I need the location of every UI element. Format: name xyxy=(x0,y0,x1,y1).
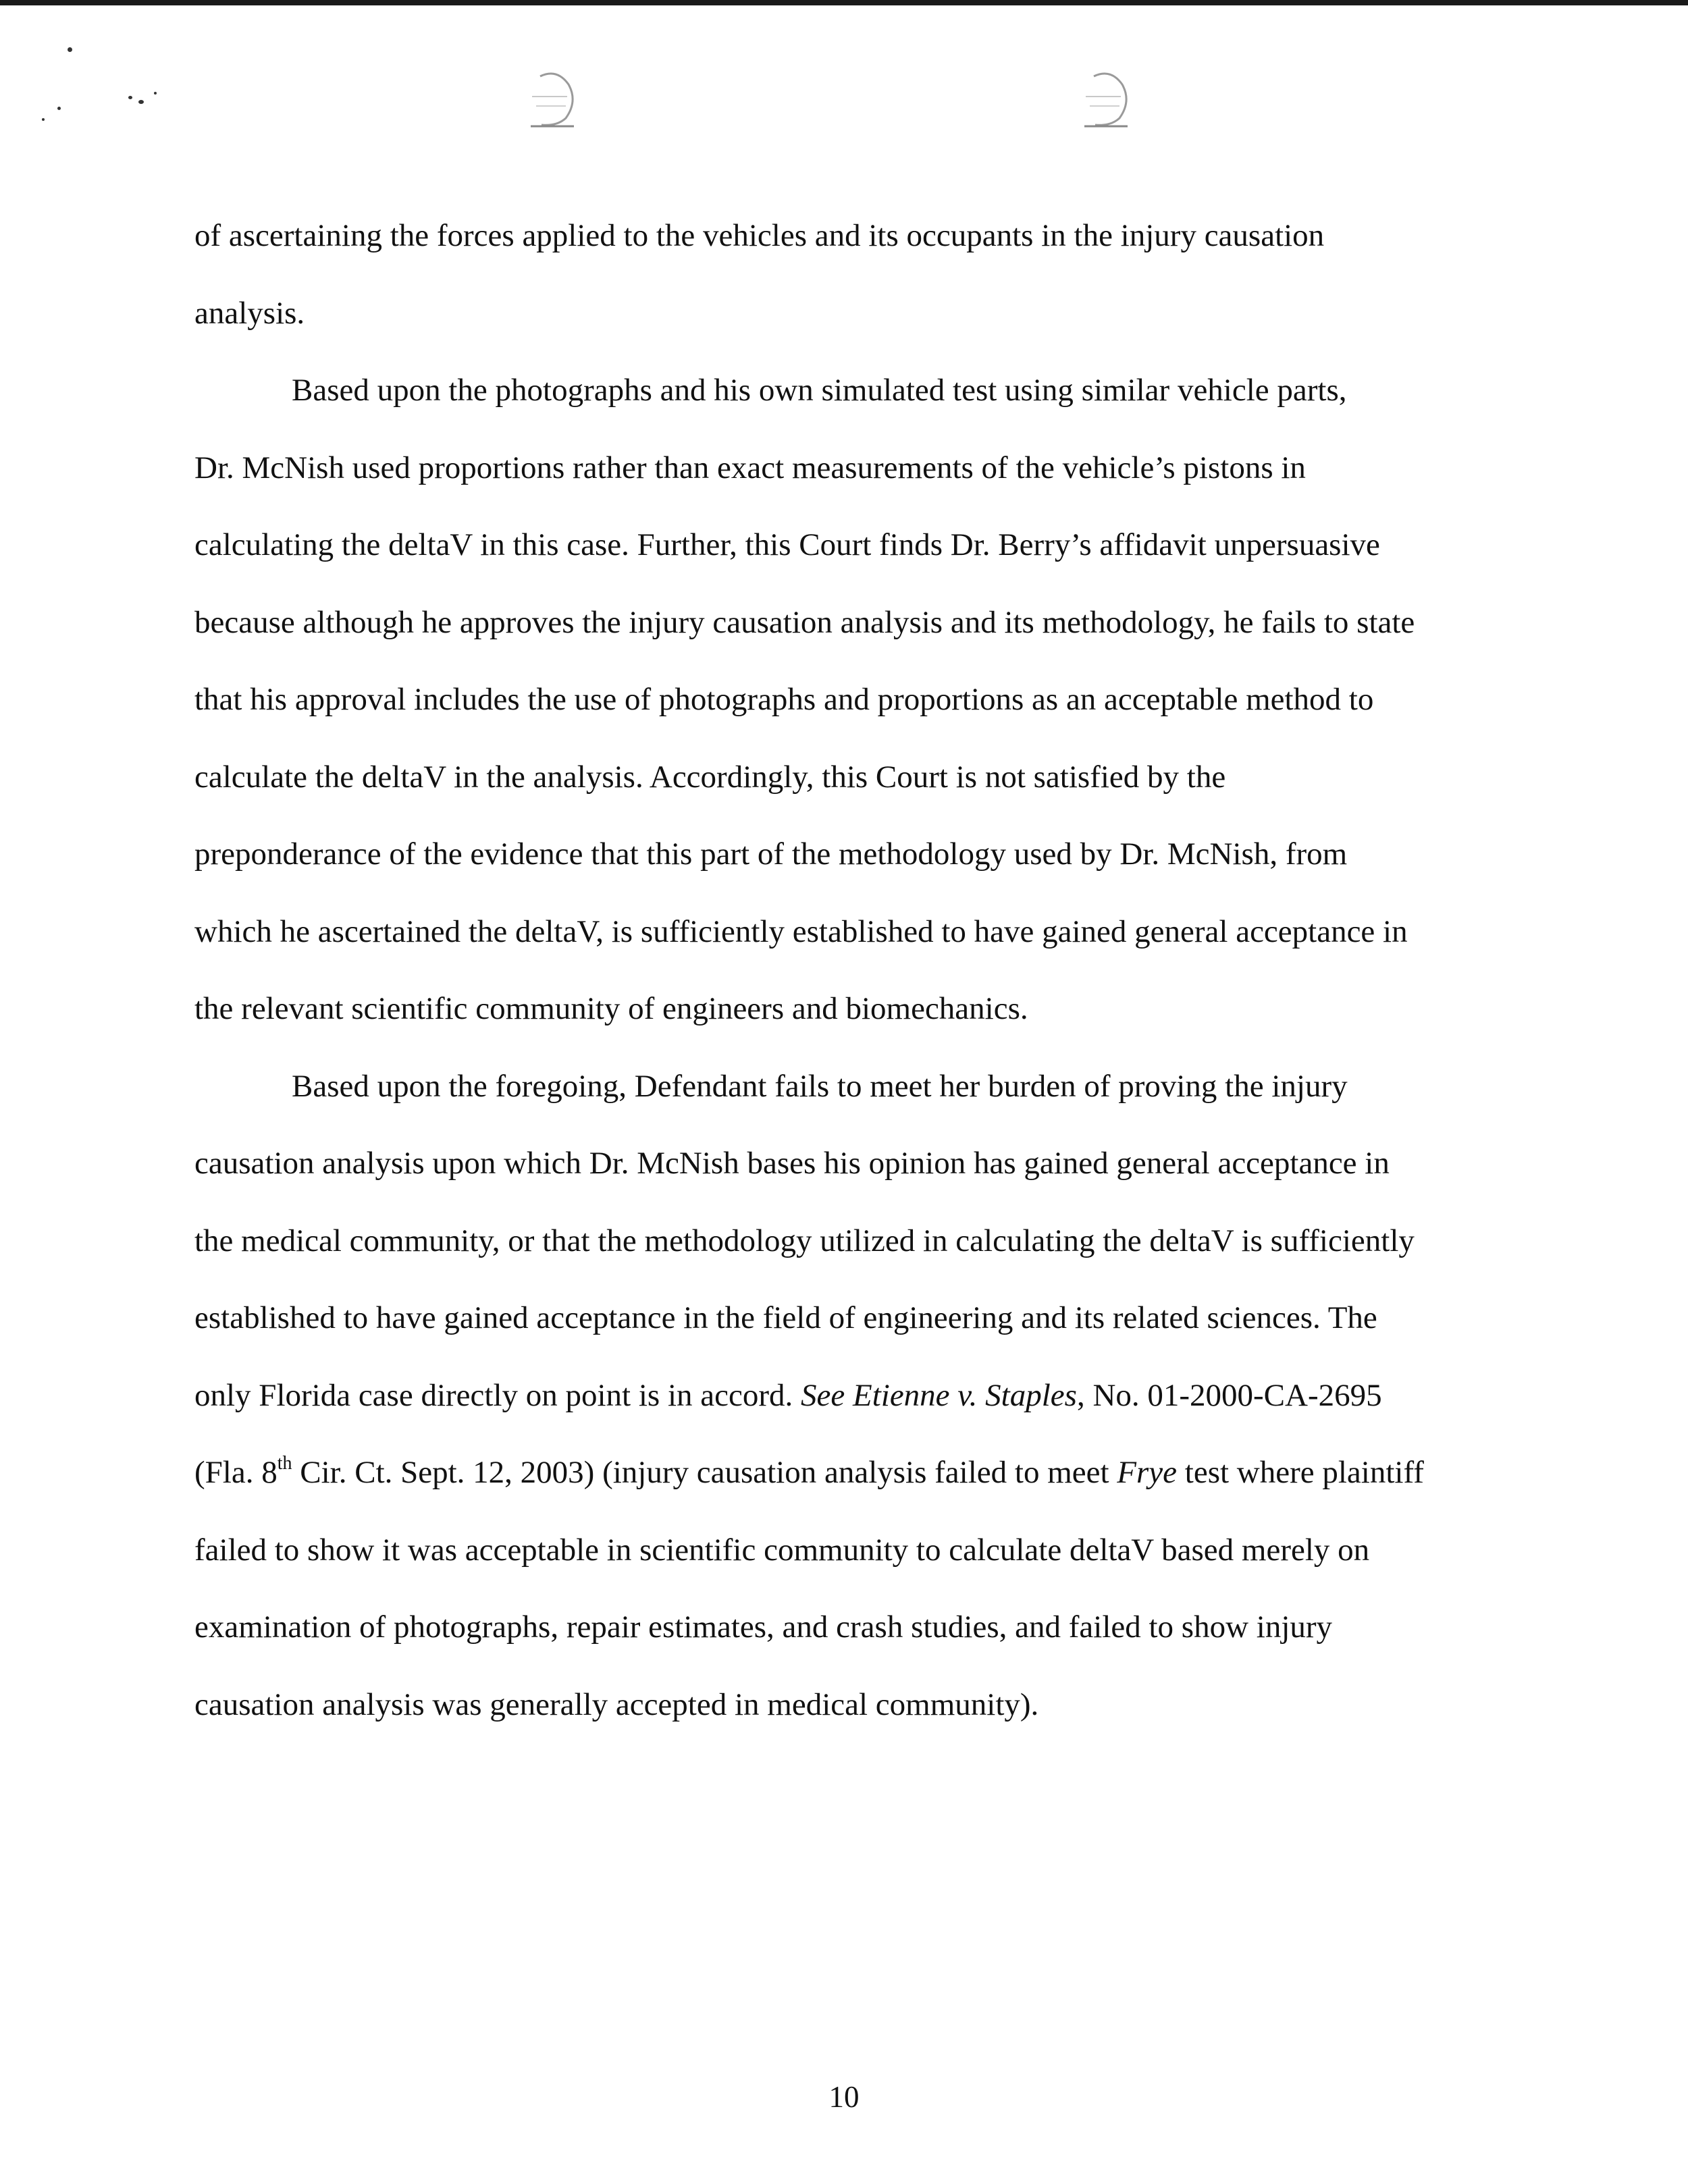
page-number: 10 xyxy=(828,2080,860,2114)
text-line: preponderance of the evidence that this part of the methodology used by Dr. McNish, from xyxy=(194,836,1348,872)
scan-top-edge xyxy=(0,0,1688,5)
text-line: Based upon the foregoing, Defendant fails to meet her burden of proving the injury xyxy=(292,1068,1348,1104)
frye-test-name: Frye xyxy=(1117,1455,1178,1490)
scan-speck xyxy=(154,92,157,95)
text-line: which he ascertained the deltaV, is sufficiently established to have gained general acceptance in xyxy=(194,913,1408,949)
text-line: the medical community, or that the methodology utilized in calculating the deltaV is sufficiently xyxy=(194,1223,1415,1258)
text-line: examination of photographs, repair estimates, and crash studies, and failed to show injury xyxy=(194,1609,1333,1645)
text-line: analysis. xyxy=(194,295,305,331)
document-body xyxy=(194,197,1518,1743)
scan-speck xyxy=(68,47,72,52)
text-line: calculating the deltaV in this case. Further, this Court finds Dr. Berry’s affidavit unpersuasive xyxy=(194,527,1380,562)
scan-speck xyxy=(57,107,61,110)
citation-line xyxy=(194,1357,1518,1435)
scan-speck xyxy=(42,118,45,121)
text-line: the relevant scientific community of engineers and biomechanics. xyxy=(194,991,1028,1026)
citation-text: (Fla. 8 xyxy=(194,1455,278,1490)
scan-speck xyxy=(128,96,132,99)
citation-text: only Florida case directly on point is in accord. xyxy=(194,1377,801,1413)
paragraph-deltav-method xyxy=(194,352,1518,1048)
text-line: calculate the deltaV in the analysis. Accordingly, this Court is not satisfied by the xyxy=(194,759,1226,795)
text-line: failed to show it was acceptable in scientific community to calculate deltaV based merely on xyxy=(194,1532,1370,1568)
scan-speck xyxy=(138,100,144,104)
case-number: , No. 01-2000-CA-2695 xyxy=(1076,1377,1382,1413)
paragraph-conclusion xyxy=(194,1048,1518,1744)
citation-text: test where plaintiff xyxy=(1177,1455,1424,1490)
text-line: established to have gained acceptance in the field of engineering and its related sciences. The xyxy=(194,1300,1377,1335)
text-line: causation analysis was generally accepted in medical community). xyxy=(194,1686,1039,1722)
text-line: that his approval includes the use of photographs and proportions as an acceptable method to xyxy=(194,682,1374,717)
hole-punch-mark-left xyxy=(527,64,582,132)
ordinal-suffix: th xyxy=(277,1453,292,1474)
text-line: Based upon the photographs and his own simulated test using similar vehicle parts, xyxy=(292,373,1347,408)
hole-punch-mark-right xyxy=(1080,64,1136,132)
text-line: because although he approves the injury causation analysis and its methodology, he fails to state xyxy=(194,604,1415,640)
text-line: of ascertaining the forces applied to the vehicles and its occupants in the injury causation xyxy=(194,218,1325,253)
case-citation: See Etienne v. Staples xyxy=(801,1377,1077,1413)
paragraph-continuation xyxy=(194,197,1518,352)
text-line: Dr. McNish used proportions rather than exact measurements of the vehicle’s pistons in xyxy=(194,450,1306,485)
citation-text: Cir. Ct. Sept. 12, 2003) (injury causation analysis failed to meet xyxy=(292,1455,1117,1490)
citation-line xyxy=(194,1434,1518,1512)
text-line: causation analysis upon which Dr. McNish bases his opinion has gained general acceptance in xyxy=(194,1146,1390,1181)
